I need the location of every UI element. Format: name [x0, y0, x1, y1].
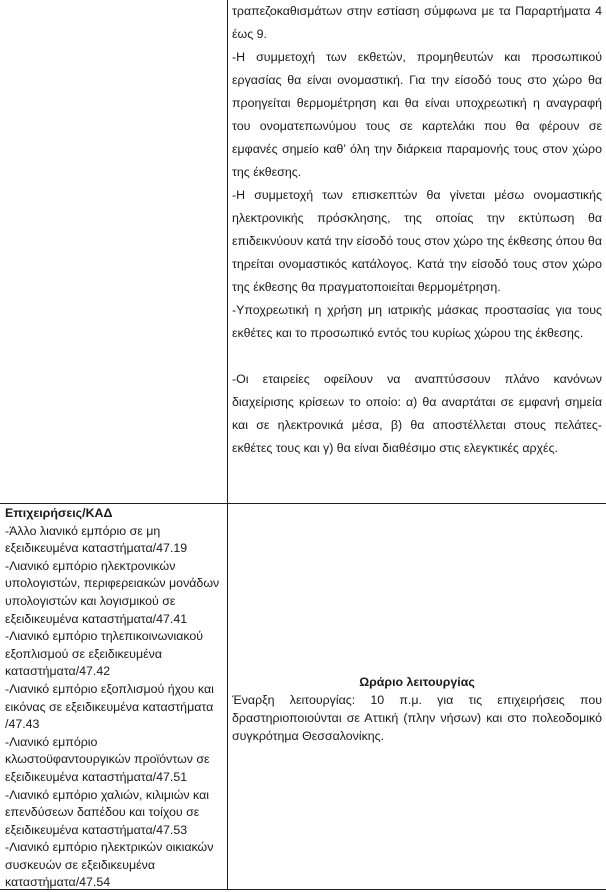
measures-paragraph: -Η συμμετοχή των εκθετών, προμηθευτών και προσωπικού εργασίας θα είναι ονομαστική. Για την είσοδό τους στο χώρο θα προηγείται θερμομέτρηση και θα είναι υποχρεωτική η αναγραφή του ονοματεπωνύμου τους σε καρτελάκι που θα φέρουν σε εμφανές σημείο καθ’ όλη την διάρκεια παραμονής τους στον χώρο της έκθεσης.	[232, 50, 602, 179]
measures-paragraph: -Οι εταιρείες οφείλουν να αναπτύσσουν πλάνο κανόνων διαχείρισης κρίσεων το οποίο: α) θα αναρτάται σε εμφανή σημεία και σε ηλεκτρονικά μέσα, β) θα αποστέλλεται στους πελάτες-εκθέτες τους και γ) θα είναι διαθέσιμο στις ελεγκτικές αρχές.	[232, 372, 602, 455]
business-item: -Λιανικό εμπόριο ηλεκτρονικών υπολογιστών, περιφερειακών μονάδων υπολογιστών και λογισμικού σε εξειδικευμένα καταστήματα/47.41	[5, 558, 220, 626]
measures-cell	[232, 0, 602, 460]
measures-paragraph: τραπεζοκαθισμάτων στην εστίαση σύμφωνα με τα Παραρτήματα 4 έως 9.	[232, 4, 602, 41]
hours-text: Έναρξη λειτουργίας: 10 π.μ. για τις επιχειρήσεις που δραστηριοποιούνται σε Αττική (πλην νήσων) και στο πολεοδομικό συγκρότημα Θεσσαλονίκης.	[232, 693, 602, 743]
hours-heading: Ωράριο λειτουργίας	[359, 675, 475, 689]
business-item: -Λιανικό εμπόριο εξοπλισμού ήχου και εικόνας σε εξειδικευμένα καταστήματα /47.43	[5, 681, 214, 732]
measures-paragraph: -Η συμμετοχή των επισκεπτών θα γίνεται μέσω ονομαστικής ηλεκτρονικής πρόσκλησης, της οποίας την εκτύπωση θα επιδεικνύουν κατά την είσοδό τους στον χώρο της έκθεσης όπου θα τηρείται ονομαστικός κατάλογος. Κατά την είσοδό τους στον χώρο της έκθεσης θα πραγματοποιείται θερμομέτρηση.	[232, 188, 602, 294]
business-item: -Λιανικό εμπόριο χαλιών, κιλιμιών και επενδύσεων δαπέδου και τοίχου σε εξειδικευμένα καταστήματα/47.53	[5, 787, 209, 837]
table-column-divider	[227, 0, 228, 890]
paragraph-spacer	[232, 345, 602, 368]
measures-paragraph: -Υποχρεωτική η χρήση μη ιατρικής μάσκας προστασίας για τους εκθέτες και το προσωπικό εντός του κυρίως χώρου της έκθεσης.	[232, 303, 602, 340]
hours-cell	[232, 673, 602, 745]
businesses-title: Επιχειρήσεις/ΚΑΔ	[5, 506, 113, 520]
table-row-divider	[0, 503, 606, 504]
business-item: -Άλλο λιανικό εμπόριο σε μη εξειδικευμένα καταστήματα/47.19	[5, 523, 188, 556]
businesses-cell	[5, 505, 223, 892]
business-item: -Λιανικό εμπόριο κλωστοϋφαντουργικών προϊόντων σε εξειδικευμένα καταστήματα/47.51	[5, 734, 210, 784]
business-item: -Λιανικό εμπόριο τηλεπικοινωνιακού εξοπλισμού σε εξειδικευμένα καταστήματα/47.42	[5, 629, 204, 679]
business-item: -Λιανικό εμπόριο ηλεκτρικών οικιακών συσκευών σε εξειδικευμένα καταστήματα/47.54	[5, 840, 214, 890]
